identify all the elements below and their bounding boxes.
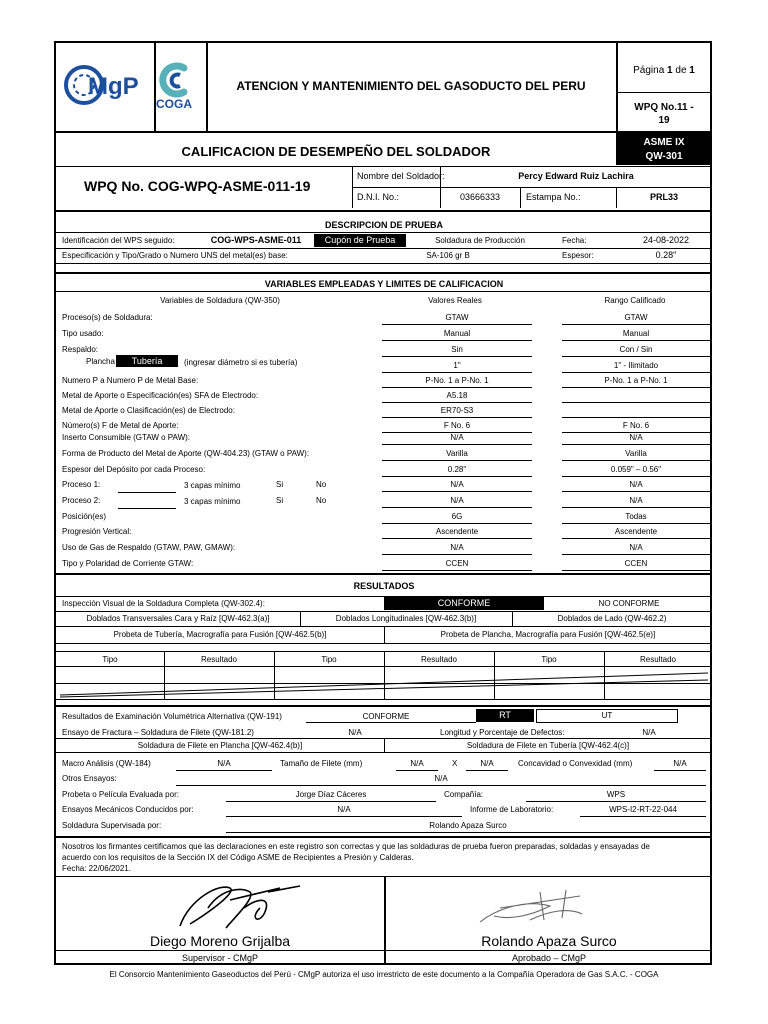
base-thickness: 0.28"	[655, 250, 677, 260]
wpq-number: WPQ No. COG-WPQ-ASME-011-19	[84, 178, 311, 194]
film-evaluator: Jorge Díaz Cáceres	[295, 790, 367, 799]
left-signer-name: Diego Moreno Grijalba	[149, 933, 291, 949]
variable-actual-value: N/A	[450, 433, 464, 442]
test-date: 24-08-2022	[642, 235, 690, 245]
variable-actual-value: N/A	[450, 496, 464, 505]
variable-range-value: N/A	[629, 433, 643, 442]
cert-line1: Nosotros los firmantes certificamos que las declaraciones en este registro son correctas y que las soldaduras de prueba fueron preparadas, soldadas y ensayadas de	[62, 842, 650, 851]
right-signer-role: Aprobado – CMgP	[511, 953, 587, 963]
cert-line2: acuerdo con los requisitos de la Sección IX del Código ASME de Recipientes a Presión y Calderas.	[62, 853, 414, 862]
form-title: CALIFICACION DE DESEMPEÑO DEL SOLDADOR	[181, 144, 491, 159]
variable-actual-value: GTAW	[445, 313, 469, 322]
wps-id: COG-WPS-ASME-011	[210, 235, 302, 245]
vol-rt: RT	[476, 709, 534, 722]
variable-label: Progresión Vertical:	[62, 527, 132, 536]
footer-note: El Consorcio Mantenimiento Gaseoductos del Perú - CMgP autoriza el uso irrestricto de este documento a la Compañía Operadora de Gas S.A.C. - COGA	[109, 970, 659, 979]
cmgp-logo	[62, 62, 144, 108]
variable-actual-value: N/A	[450, 480, 464, 489]
coga-logo: COGA	[150, 58, 202, 114]
variable-actual-value: ER70-S3	[440, 406, 474, 415]
variable-label: Proceso 2:	[62, 496, 101, 505]
variable-actual-value: P-No. 1 a P-No. 1	[425, 376, 489, 385]
variable-actual-value: Sin	[451, 345, 463, 354]
variable-range-value: P-No. 1 a P-No. 1	[604, 376, 668, 385]
base-metal-spec: SA-106 gr B	[426, 251, 470, 260]
coupon-selected: Cupón de Prueba	[314, 234, 406, 247]
variable-label: Proceso(s) de Soldadura:	[62, 313, 153, 322]
variable-actual-value: A5.18	[446, 391, 468, 400]
supervisor-value: Rolando Apaza Surco	[429, 821, 507, 830]
visual-conforme: CONFORME	[384, 597, 544, 610]
variable-actual-value: CCEN	[445, 559, 469, 568]
results-section-title: RESULTADOS	[353, 581, 415, 591]
variable-range-value: Varilla	[625, 449, 647, 458]
variable-range-value: Todas	[625, 512, 647, 521]
variable-label: Proceso 1:	[62, 480, 101, 489]
variable-range-value: GTAW	[624, 313, 648, 322]
welder-name: Percy Edward Ruiz Lachira	[518, 171, 634, 181]
variable-actual-value: Manual	[443, 329, 471, 338]
vol-conforme: CONFORME	[362, 712, 410, 721]
tuberia-selected: Tubería	[116, 355, 178, 367]
variable-label: Respaldo:	[62, 345, 99, 354]
variables-section-title: VARIABLES EMPLEADAS Y LIMITES DE CALIFICACION	[264, 279, 504, 289]
variable-actual-value: 1"	[453, 361, 461, 370]
variable-range-value: Con / Sin	[619, 345, 653, 354]
variable-actual-value: Varilla	[446, 449, 468, 458]
dni-value: 03666333	[459, 192, 501, 202]
variable-actual-value: 6G	[451, 512, 463, 521]
variable-range-value: N/A	[629, 480, 643, 489]
variable-label: Espesor del Depósito por cada Proceso:	[62, 465, 206, 474]
variable-label: Tipo y Polaridad de Corriente GTAW:	[62, 559, 194, 568]
production-option: Soldadura de Producción	[435, 236, 525, 245]
signature-right	[470, 886, 620, 936]
variable-range-value: 0.059" – 0.56"	[610, 465, 662, 474]
variable-label: Posición(es)	[62, 512, 107, 521]
left-signer-role: Supervisor - CMgP	[181, 953, 259, 963]
page-number: Página 1 de 1	[633, 65, 695, 76]
test-section-title: DESCRIPCION DE PRUEBA	[324, 220, 443, 230]
variable-actual-value: F No. 6	[443, 421, 471, 430]
right-signer-name: Rolando Apaza Surco	[481, 933, 617, 949]
variable-range-value: Ascendente	[614, 527, 658, 536]
variable-range-value: N/A	[629, 543, 643, 552]
variable-label: Metal de Aporte o Especificación(es) SFA de Electrodo:	[62, 391, 259, 400]
variable-range-value: N/A	[629, 496, 643, 505]
variable-range-value: 1" - Ilimitado	[613, 361, 659, 370]
visual-no-conforme: NO CONFORME	[598, 599, 660, 608]
cert-line3: Fecha: 22/06/2021.	[62, 864, 131, 873]
asme-label: ASME IX	[643, 137, 685, 148]
wpq-short: WPQ No.11 - 19	[634, 102, 694, 126]
variable-label: Número(s) F de Metal de Aporte:	[62, 421, 179, 430]
svg-text:MgP: MgP	[88, 73, 139, 100]
variable-actual-value: 0.28"	[447, 465, 467, 474]
variable-label: Inserto Consumible (GTAW o PAW):	[62, 433, 191, 442]
lab-report: WPS-I2-RT-22-044	[609, 805, 677, 814]
variable-label: Metal de Aporte o Clasificación(es) de Electrodo:	[62, 406, 235, 415]
org-title: ATENCION Y MANTENIMIENTO DEL GASODUCTO DEL PERU	[236, 79, 586, 93]
variable-actual-value: Ascendente	[435, 527, 479, 536]
stamp-value: PRL33	[649, 192, 678, 202]
vol-ut: UT	[536, 709, 678, 723]
variable-actual-value: N/A	[450, 543, 464, 552]
variable-range-value: CCEN	[624, 559, 648, 568]
variable-label: Forma de Producto del Metal de Aporte (QW-404.23) (GTAW o PAW):	[62, 449, 310, 458]
qw-label: QW-301	[645, 151, 683, 162]
variable-range-value: Manual	[622, 329, 650, 338]
variable-range-value: F No. 6	[622, 421, 650, 430]
variable-label: Tipo usado:	[62, 329, 104, 338]
variable-label: Numero P a Numero P de Metal Base:	[62, 376, 199, 385]
signature-left	[160, 878, 360, 938]
variable-label: Uso de Gas de Respaldo (GTAW, PAW, GMAW):	[62, 543, 236, 552]
